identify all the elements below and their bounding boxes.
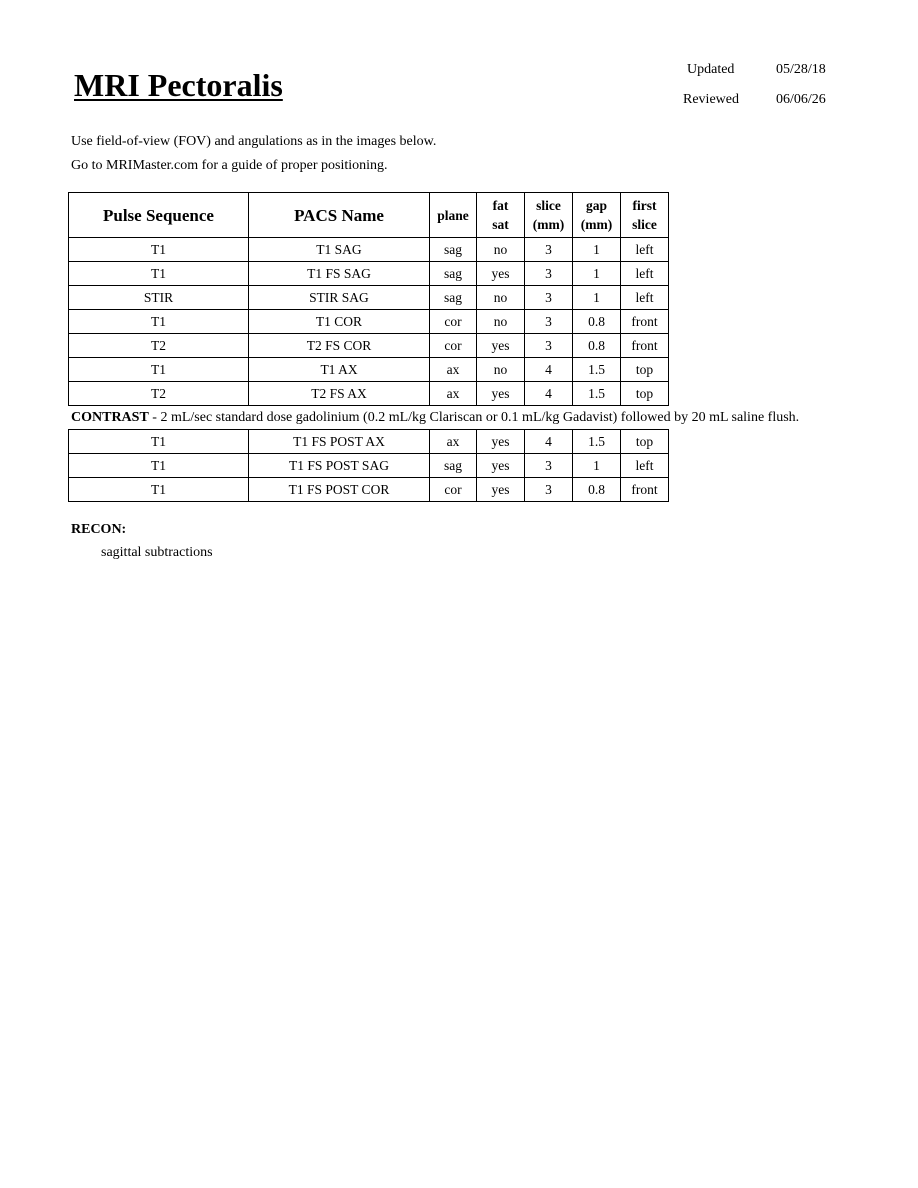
fat-sat-cell: yes <box>477 430 525 454</box>
pacs-name-cell: T1 FS POST SAG <box>249 454 430 478</box>
fat-sat-cell: no <box>477 358 525 382</box>
slice-cell: 3 <box>525 286 573 310</box>
first-slice-cell: front <box>621 310 669 334</box>
slice-cell: 3 <box>525 262 573 286</box>
fat-sat-cell: yes <box>477 454 525 478</box>
pulse-sequence-cell: T1 <box>69 454 249 478</box>
fat-sat-cell: yes <box>477 478 525 502</box>
pacs-name-cell: T1 FS SAG <box>249 262 430 286</box>
slice-cell: 3 <box>525 334 573 358</box>
table-row <box>69 358 669 382</box>
header-pacs-name: PACS Name <box>249 193 430 238</box>
intro-line-fov: Use field-of-view (FOV) and angulations as in the images below. <box>71 134 437 149</box>
contrast-text: - 2 mL/sec standard dose gadolinium (0.2 mL/kg Clariscan or 0.1 mL/kg Gadavist) followed by 20 mL saline flush. <box>148 410 800 425</box>
pacs-name-cell: T1 FS POST AX <box>249 430 430 454</box>
gap-cell: 1 <box>573 262 621 286</box>
gap-cell: 1 <box>573 286 621 310</box>
table-row <box>69 310 669 334</box>
table-row <box>69 382 669 406</box>
fat-sat-cell: no <box>477 238 525 262</box>
first-slice-cell: top <box>621 358 669 382</box>
plane-cell: cor <box>430 310 477 334</box>
plane-cell: sag <box>430 262 477 286</box>
slice-cell: 4 <box>525 382 573 406</box>
pulse-sequence-cell: STIR <box>69 286 249 310</box>
reviewed-label: Reviewed <box>683 92 739 107</box>
contrast-label: CONTRAST <box>71 410 149 425</box>
header-fat-sat: fat sat <box>477 193 525 238</box>
pacs-name-cell: T1 COR <box>249 310 430 334</box>
plane-cell: sag <box>430 286 477 310</box>
pulse-sequence-cell: T1 <box>69 358 249 382</box>
slice-cell: 3 <box>525 310 573 334</box>
slice-cell: 4 <box>525 430 573 454</box>
table-row <box>69 430 669 454</box>
updated-label: Updated <box>687 62 735 77</box>
first-slice-cell: left <box>621 286 669 310</box>
table-row <box>69 286 669 310</box>
fat-sat-cell: no <box>477 310 525 334</box>
fat-sat-cell: yes <box>477 334 525 358</box>
gap-cell: 1.5 <box>573 358 621 382</box>
gap-cell: 0.8 <box>573 334 621 358</box>
recon-text: sagittal subtractions <box>101 545 213 560</box>
gap-cell: 1 <box>573 238 621 262</box>
pacs-name-cell: STIR SAG <box>249 286 430 310</box>
reviewed-date: 06/06/26 <box>776 92 826 107</box>
fat-sat-cell: yes <box>477 262 525 286</box>
slice-cell: 3 <box>525 478 573 502</box>
table-row <box>69 238 669 262</box>
first-slice-cell: front <box>621 478 669 502</box>
recon-label: RECON: <box>71 522 127 537</box>
gap-cell: 1.5 <box>573 430 621 454</box>
plane-cell: ax <box>430 382 477 406</box>
pacs-name-cell: T1 SAG <box>249 238 430 262</box>
header-slice: slice (mm) <box>525 193 573 238</box>
table-row <box>69 454 669 478</box>
plane-cell: sag <box>430 454 477 478</box>
pulse-sequence-cell: T1 <box>69 430 249 454</box>
slice-cell: 4 <box>525 358 573 382</box>
pulse-sequence-cell: T1 <box>69 238 249 262</box>
table-row <box>69 334 669 358</box>
first-slice-cell: top <box>621 382 669 406</box>
plane-cell: sag <box>430 238 477 262</box>
gap-cell: 0.8 <box>573 310 621 334</box>
post-contrast-table <box>68 429 669 502</box>
pacs-name-cell: T2 FS AX <box>249 382 430 406</box>
header-plane: plane <box>430 193 477 238</box>
pacs-name-cell: T2 FS COR <box>249 334 430 358</box>
contrast-note <box>71 410 799 426</box>
gap-cell: 1 <box>573 454 621 478</box>
first-slice-cell: left <box>621 262 669 286</box>
pulse-sequence-cell: T2 <box>69 382 249 406</box>
first-slice-cell: left <box>621 238 669 262</box>
fat-sat-cell: no <box>477 286 525 310</box>
first-slice-cell: front <box>621 334 669 358</box>
pulse-sequence-cell: T1 <box>69 478 249 502</box>
plane-cell: ax <box>430 358 477 382</box>
pacs-name-cell: T1 AX <box>249 358 430 382</box>
slice-cell: 3 <box>525 454 573 478</box>
pacs-name-cell: T1 FS POST COR <box>249 478 430 502</box>
gap-cell: 0.8 <box>573 478 621 502</box>
updated-date: 05/28/18 <box>776 62 826 77</box>
plane-cell: cor <box>430 334 477 358</box>
pulse-sequence-cell: T2 <box>69 334 249 358</box>
intro-line-positioning: Go to MRIMaster.com for a guide of proper positioning. <box>71 158 388 173</box>
pulse-sequence-cell: T1 <box>69 262 249 286</box>
table-row <box>69 262 669 286</box>
header-first-slice: first slice <box>621 193 669 238</box>
table-row <box>69 478 669 502</box>
first-slice-cell: left <box>621 454 669 478</box>
plane-cell: cor <box>430 478 477 502</box>
table-header-row <box>69 193 669 238</box>
gap-cell: 1.5 <box>573 382 621 406</box>
plane-cell: ax <box>430 430 477 454</box>
header-gap: gap (mm) <box>573 193 621 238</box>
sequence-table <box>68 192 669 406</box>
fat-sat-cell: yes <box>477 382 525 406</box>
pulse-sequence-cell: T1 <box>69 310 249 334</box>
header-pulse-sequence: Pulse Sequence <box>69 193 249 238</box>
slice-cell: 3 <box>525 238 573 262</box>
page-title: MRI Pectoralis <box>74 67 283 103</box>
first-slice-cell: top <box>621 430 669 454</box>
